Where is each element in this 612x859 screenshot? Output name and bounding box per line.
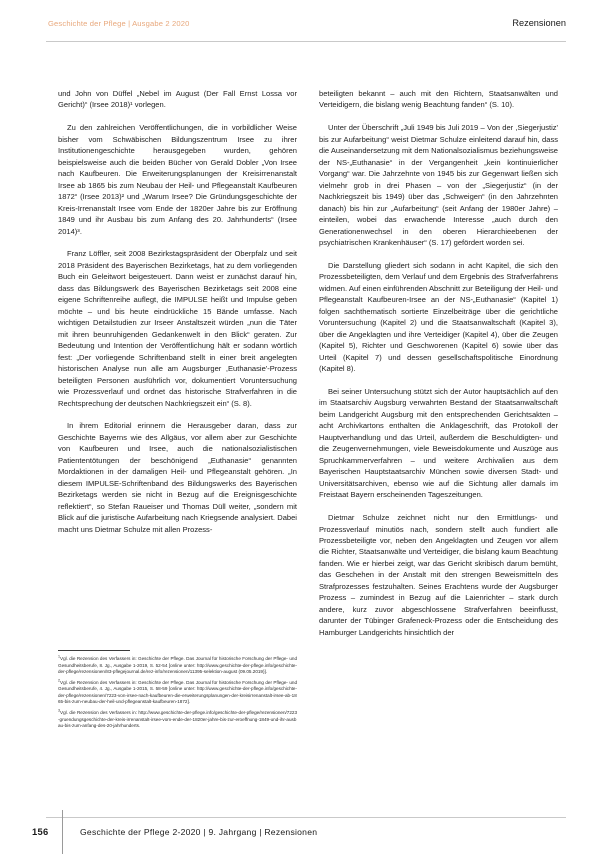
footnote-item: [58, 656, 297, 676]
paragraph: Zu den zahlreichen Veröffentlichungen, die in vorbildlicher Weise bisher vom Schwäbischen Bildungszentrum Irsee zu ihrer Institutionengeschichte herausgegeben wurden, gehören beispielsweise auch die beiden Bücher von Gerald Dobler „Von Irsee nach Kaufbeuren. Die Erweiterungsplanungen der Kreisirrenanstalt Irsee ab 1865 bis zum Neubau der Heil- und Pflegeanstalt Kaufbeuren 1872“ (Irsee 2013)² und „Warum Irsee? Die Gründungsgeschichte der Kreis-Irrenanstalt Irsee vom Ende der 1820er Jahre bis zur Eröffnung 1849 und ihr Ausbau bis zum Anfang des 20. Jahrhunderts“ (Irsee 2014)³.: [58, 123, 297, 236]
running-head: [0, 18, 612, 40]
running-head-right-section: Rezensionen: [512, 18, 566, 28]
header-divider-rule: [46, 41, 566, 42]
paragraph: Unter der Überschrift „Juli 1949 bis Juli 2019 – Von der ,Siegerjustiz' bis zur Aufarbeitung“ weist Dietmar Schulze einleitend darauf hin, dass die Auseinandersetzung mit dem Nationalsozialismus beziehungsweise der NS-„Euthanasie“ in der Vergangenheit „kein kontinuierlicher Vorgang“ war. Die Jahrzehnte von 1945 bis zur Gegenwart ließen sich vielmehr grob in drei Phasen – von der „Siegerjustiz“ (in der Nachkriegszeit bis 1949) über das „Schweigen“ (in den Jahrzehnten danach) bis hin zur „Aufarbeitung“ (seit Anfang der 1980er Jahre) – einteilen, wobei das erwachende Interesse „auch durch den Generationenwechsel in den oberen Hierarchieebenen der psychiatrischen Krankenhäuser“ (S. 17) gefördert worden sei.: [319, 123, 558, 248]
footnote-text: Vgl. die Rezension des Verfassers in: Geschichte der Pflege. Das Journal für historische Forschung der Pflege- und Gesundheitsberufe, 4. Jg., Ausgabe 1-2015, S. 58-59 [online unter: http://www.geschichte-der-pflege.info/geschichte-der-pflege/rezensionen/7223-von-irsee-nach-kaufbeuren-die-erweiterungsplanungen-der-kreisirrenanstalt-irsee-ab-1865-bis-zum-neubau-der-heil-und-pflegeanstalt-kaufbeuren-1872].: [58, 679, 297, 705]
footnotes-block: [58, 650, 297, 734]
paragraph: Franz Löffler, seit 2008 Bezirkstagspräsident der Oberpfalz und seit 2018 Präsident des Bayerischen Bezirketags, hat zu dem vorliegenden Buch ein Geleitwort beigesteuert. Dann weist er zunächst darauf hin, dass das Bildungswerk des Bayerischen Bezirketags seit 2008 eine eigene Schriftenreihe auflegt, die IMPULSE heißt und Impulse geben möchte – und bis heute eindrückliche 15 Bände umfasse. Nach wichtigen Detailstudien zur Irseer Anstaltszeit würden „nun die Täter mit ihren beunruhigenden Gedankenwelt in den Blick“ geraten. Zur Bedeutung und Intention der Veröffentlichung hält er sodann wörtlich fest: „Der vorliegende Schriftenband stellt in einer breit angelegten historischen Analyse nun alle am Augsburger ,Euthanasie'-Prozess beteiligten Personen ausführlich vor, dokumentiert Voruntersuchung wie Prozessverlauf und ordnet das historische Strafverfahren in die Rechtsprechung der deutschen Nachkriegszeit ein“ (S. 8).: [58, 249, 297, 408]
paragraph: Die Darstellung gliedert sich sodann in acht Kapitel, die sich den Prozessbeteiligten, dem Verlauf und dem Ergebnis des Strafverfahrens widmen. Auf einen einführenden Abschnitt zur Beteiligung der Heil- und Pflegeanstalt Kaufbeuren-Irsee an der NS-„Euthanasie“ (Kapitel 1) folgen sachthematisch sortierte Einzelbeiträge über die gerichtliche Voruntersuchung (Kapitel 2) und die Staatsanwaltschaft (Kapitel 3), über die Angeklagten und ihre Verteidiger (Kapitel 4), über die Zeugen (Kapitel 5), Richter und Geschworenen (Kapitel 6) sowie über das Urteil (Kapitel 7) und dessen gesellschaftspolitische Einordnung (Kapitel 8).: [319, 260, 558, 374]
footnote-text: Vgl. die Rezension des Verfassers in: Geschichte der Pflege. Das Journal für historische Forschung der Pflege- und Gesundheitsberufe, 8. Jg., Ausgabe 1-2019, S. 52-54 [online unter: http://www.geschichte-der-pflege.info/geschichte-der-pflege/rezensionen/83-pflegejournal.de/rez-info/rezensionen/11395-selektion-august (09.05.2019)].: [58, 656, 297, 674]
column-left: [58, 88, 297, 535]
footnote-marker: 2: [58, 678, 60, 683]
footer-vertical-rule: [62, 810, 63, 854]
footnote-marker: 3: [58, 708, 60, 713]
footnote-item: [58, 710, 297, 730]
paragraph: beteiligten bekannt – auch mit den Richtern, Staatsanwälten und Verteidigern, die bislang wenig Beachtung fanden“ (S. 10).: [319, 89, 558, 110]
column-right: [319, 88, 558, 638]
paragraph: In ihrem Editorial erinnern die Herausgeber daran, dass zur Geschichte Bayerns wie des Allgäus, vor allem aber zur Geschichte von Kaufbeuren und Irsee, auch die nationalsozialistischen Patiententötungen der beschönigend „Euthanasie“ genannten Mordaktionen in der damaligen Heil- und Pflegeanstalt gehören. „In diesem IMPULSE-Schriftenband des Bildungswerks des Bayerischen Bezirketags werden sie nicht in Bezug auf die Ereignisgeschichte reflektiert“, so Stefan Raueiser und Thomas Düll weiter, „sondern mit Blick auf die juristische Aufarbeitung nach Kriegsende analysiert. Dabei macht uns Dietmar Schulze mit allen Prozess-: [58, 421, 297, 534]
footnote-separator-rule: [58, 650, 130, 651]
footnote-text: Vgl. die Rezension des Verfassers in: http://www.geschichte-der-pflege.info/geschichte-der-pflege/rezensionen/7223-gruendungsgeschichte-der-kreis-irrenanstalt-irsee-vom-ende-der-1820er-jahre-bis-zur-eroeffnung-1849-und-ihr-ausbau-bis-zum-anfang-des-20-jahrhunderts.: [58, 710, 297, 729]
footnote-marker: 1: [58, 654, 60, 659]
footer-citation: Geschichte der Pflege 2-2020 | 9. Jahrgang | Rezensionen: [80, 827, 318, 837]
paragraph: und John von Düffel „Nebel im August (Der Fall Ernst Lossa vor Gericht)“ (Irsee 2018)¹ vorlegen.: [58, 89, 297, 110]
running-head-left-title: Geschichte der Pflege | Ausgabe 2 2020: [48, 19, 190, 28]
footnote-item: [58, 680, 297, 706]
paragraph: Dietmar Schulze zeichnet nicht nur den Ermittlungs- und Prozessverlauf minutiös nach, sondern stellt auch fundiert alle Prozessbeteiligte vor, neben den Angeklagten und Zeugen vor allem die Richter, Staatsanwälte und Verteidiger, die bislang kaum Beachtung fanden. Wie er hierbei zeigt, war das Gericht skribisch darum bemüht, das Geschehen in der Anstalt mit den strengen Beweismitteln des Strafprozesses festzuhalten. Seines Erachtens wurde der Augsburger Prozess – zumindest in Bezug auf die Laienrichter – stark durch andere, kurz zuvor abgeschlossene Strafverfahren beeinflusst, darunter der Tübinger Grafeneck-Prozess oder die Entscheidung des Hamburger Landgerichts hinsichtlich der: [319, 513, 558, 637]
page-number: 156: [32, 826, 49, 837]
footer-divider-rule: [46, 817, 566, 818]
paragraph: Bei seiner Untersuchung stützt sich der Autor hauptsächlich auf den im Staatsarchiv Augsburg verwahrten Bestand der Staatsanwaltschaft beim Landgericht Augsburg mit den entsprechenden Gerichtsakten – acht Archivkartons enthalten die Anklageschrift, das Protokoll der Hauptverhandlung und das Urteil, außerdem die Beschuldigten- und die Zeugenvernehmungen, viele Beweisdokumente und Auszüge aus Spruchkammerverfahren – und weitere Archivalien aus dem Bayerischen Hauptstaatsarchiv München sowie diversen Stadt- und Universitätsarchiven, ebenso wie auf die Sichtung aller damals im Freistaat Bayern erscheinenden Tageszeitungen.: [319, 386, 558, 500]
